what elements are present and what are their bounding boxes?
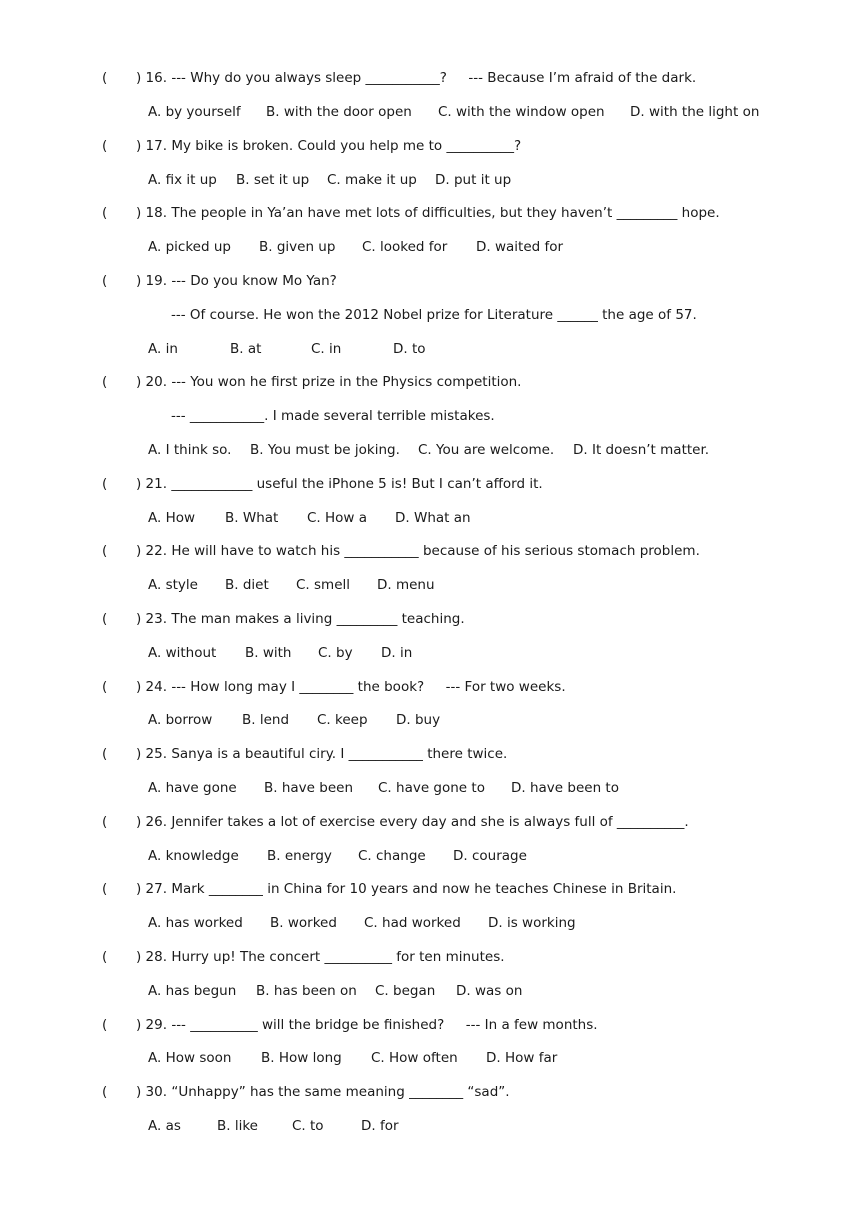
question-stem: ) 23. The man makes a living _________ teaching.: [136, 611, 465, 627]
question-stem: ) 20. --- You won he first prize in the Physics competition.: [136, 374, 522, 390]
option-b: B. How long: [261, 1050, 342, 1066]
option-b: B. have been: [264, 780, 353, 796]
option-d: D. is working: [488, 915, 576, 931]
option-a: A. style: [148, 577, 198, 593]
answer-paren: (: [102, 1017, 108, 1033]
answer-paren: (: [102, 476, 108, 492]
option-d: D. with the light on: [630, 104, 760, 120]
option-a: A. knowledge: [148, 848, 239, 864]
option-b: B. with: [245, 645, 292, 661]
question-stem: ) 25. Sanya is a beautiful ciry. I ___________ there twice.: [136, 746, 508, 762]
answer-paren: (: [102, 205, 108, 221]
option-d: D. in: [381, 645, 413, 661]
question-stem: ) 19. --- Do you know Mo Yan?: [136, 273, 337, 289]
question-stem: ) 26. Jennifer takes a lot of exercise every day and she is always full of __________.: [136, 814, 689, 830]
question-stem: ) 28. Hurry up! The concert __________ for ten minutes.: [136, 949, 505, 965]
option-a: A. by yourself: [148, 104, 241, 120]
question-stem: ) 24. --- How long may I ________ the book? --- For two weeks.: [136, 679, 566, 695]
option-c: C. smell: [296, 577, 350, 593]
answer-paren: (: [102, 1084, 108, 1100]
option-d: D. courage: [453, 848, 527, 864]
option-a: A. have gone: [148, 780, 237, 796]
option-b: B. with the door open: [266, 104, 412, 120]
option-d: D. buy: [396, 712, 441, 728]
answer-paren: (: [102, 70, 108, 86]
option-c: C. in: [311, 341, 342, 357]
option-c: C. looked for: [362, 239, 448, 255]
question-stem: ) 30. “Unhappy” has the same meaning ________ “sad”.: [136, 1084, 510, 1100]
option-a: A. I think so.: [148, 442, 232, 458]
option-d: D. put it up: [435, 172, 512, 188]
option-c: C. with the window open: [438, 104, 605, 120]
option-a: A. has worked: [148, 915, 243, 931]
answer-paren: (: [102, 543, 108, 559]
option-b: B. lend: [242, 712, 290, 728]
answer-paren: (: [102, 138, 108, 154]
option-b: B. given up: [259, 239, 336, 255]
option-a: A. as: [148, 1118, 181, 1134]
answer-paren: (: [102, 679, 108, 695]
answer-paren: (: [102, 611, 108, 627]
option-d: D. menu: [377, 577, 435, 593]
option-a: A. borrow: [148, 712, 213, 728]
option-a: A. How: [148, 510, 196, 526]
option-a: A. How soon: [148, 1050, 232, 1066]
option-c: C. had worked: [364, 915, 461, 931]
option-b: B. has been on: [256, 983, 357, 999]
option-a: A. fix it up: [148, 172, 217, 188]
option-b: B. at: [230, 341, 262, 357]
option-b: B. worked: [270, 915, 337, 931]
option-d: D. have been to: [511, 780, 619, 796]
option-c: C. to: [292, 1118, 324, 1134]
option-b: B. like: [217, 1118, 258, 1134]
answer-paren: (: [102, 814, 108, 830]
option-a: A. has begun: [148, 983, 237, 999]
question-stem: ) 29. --- __________ will the bridge be finished? --- In a few months.: [136, 1017, 598, 1033]
question-stem: ) 16. --- Why do you always sleep ___________? --- Because I’m afraid of the dark.: [136, 70, 697, 86]
option-d: D. How far: [486, 1050, 558, 1066]
answer-paren: (: [102, 374, 108, 390]
option-b: B. You must be joking.: [250, 442, 400, 458]
question-stem: ) 18. The people in Ya’an have met lots of difficulties, but they haven’t _________ hope.: [136, 205, 720, 221]
option-c: C. by: [318, 645, 353, 661]
answer-paren: (: [102, 881, 108, 897]
option-c: C. change: [358, 848, 426, 864]
question-stem: ) 17. My bike is broken. Could you help me to __________?: [136, 138, 522, 154]
option-d: D. for: [361, 1118, 399, 1134]
option-d: D. to: [393, 341, 426, 357]
option-c: C. How a: [307, 510, 368, 526]
option-c: C. keep: [317, 712, 368, 728]
option-c: C. How often: [371, 1050, 458, 1066]
answer-paren: (: [102, 273, 108, 289]
option-c: C. have gone to: [378, 780, 485, 796]
option-d: D. It doesn’t matter.: [573, 442, 710, 458]
option-b: B. What: [225, 510, 279, 526]
option-a: A. without: [148, 645, 217, 661]
question-response: --- ___________. I made several terrible mistakes.: [171, 408, 495, 424]
option-b: B. diet: [225, 577, 269, 593]
option-a: A. picked up: [148, 239, 231, 255]
answer-paren: (: [102, 746, 108, 762]
answer-paren: (: [102, 949, 108, 965]
option-c: C. make it up: [327, 172, 417, 188]
option-d: D. was on: [456, 983, 523, 999]
question-response: --- Of course. He won the 2012 Nobel prize for Literature ______ the age of 57.: [171, 307, 697, 323]
question-stem: ) 21. ____________ useful the iPhone 5 is! But I can’t afford it.: [136, 476, 543, 492]
option-d: D. What an: [395, 510, 471, 526]
option-c: C. You are welcome.: [418, 442, 555, 458]
option-d: D. waited for: [476, 239, 564, 255]
question-stem: ) 27. Mark ________ in China for 10 years and now he teaches Chinese in Britain.: [136, 881, 677, 897]
option-b: B. set it up: [236, 172, 310, 188]
option-b: B. energy: [267, 848, 332, 864]
question-stem: ) 22. He will have to watch his ___________ because of his serious stomach problem.: [136, 543, 700, 559]
option-c: C. began: [375, 983, 436, 999]
option-a: A. in: [148, 341, 178, 357]
